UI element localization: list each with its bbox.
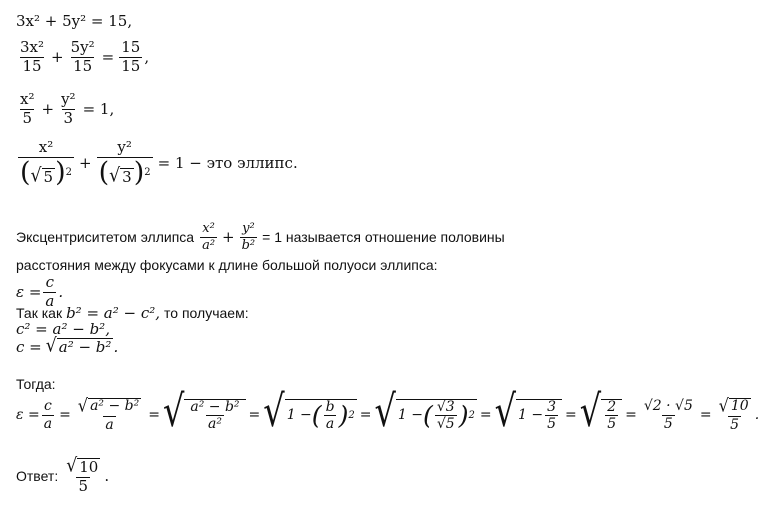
definition-line-2: расстояния между фокусами к длине большой полуоси эллипса: — [16, 257, 438, 273]
plus-sign: + — [41, 100, 55, 119]
fraction: $\frac{\text{y²}}{\text{b²}}$ — [241, 221, 256, 253]
fraction — [97, 140, 153, 186]
fraction: √ 10 5 — [718, 394, 749, 433]
equals-sign: = — [101, 48, 115, 67]
denominator: 5 — [22, 108, 33, 127]
numerator: y² — [117, 138, 132, 156]
fraction: $\frac{\text{x²}}{\text{a²}}$ — [202, 221, 216, 253]
fraction: $\frac{c}{a}$ — [43, 398, 53, 432]
equation-1-text: 3x² + 5y² = 15, — [16, 12, 133, 30]
square-root: √ 1 − ( $\frac{√3}{√5}$ ) 2 — [374, 384, 475, 436]
square-root: √ 5 — [30, 164, 54, 187]
fraction — [18, 92, 36, 127]
then-label: Тогда: — [16, 376, 56, 392]
denominator: 3 — [63, 108, 74, 127]
fraction — [18, 40, 46, 75]
fraction: √ 10 5 — [66, 454, 99, 495]
fraction — [69, 40, 97, 75]
answer-label: Ответ: — [16, 468, 59, 485]
square-root: √ a² − b² — [77, 394, 140, 416]
fraction: $\frac{√2 \cdot √5}{5}$ — [643, 398, 693, 432]
denominator: 15 — [73, 56, 93, 75]
numerator: 15 — [121, 38, 141, 56]
definition-tail: = 1 называется отношение половины — [262, 229, 505, 246]
square-root: √ $\frac{2}{5}$ — [580, 399, 622, 432]
square-root: √ a² − b² — [45, 335, 112, 358]
square-root: √ 3 — [109, 164, 132, 187]
eccentricity-chain: ε = $\frac{c}{a}$ = √ a² − b² a = √ $\frac{\text{a² − b²}}{\text{a²}}$ = √ 1 − ( $\frac{b}{a}$ ) 2 = √ 1 − ( $\frac{√3}{√5}$ ) 2 = √ 1 − $\frac{3}{5}$ = √ $\frac{2}{5}$ = $\frac{√2 \cdot √5}{5}$ = √ 10 5 . — [16, 384, 759, 436]
fraction — [59, 92, 78, 127]
fraction: √ a² − b² a — [77, 394, 140, 433]
equation-3 — [16, 92, 117, 127]
since-lead: Так как — [16, 305, 63, 321]
plus-sign: + — [79, 153, 92, 172]
since-tail: то получаем: — [164, 305, 249, 321]
plus-sign: + — [222, 228, 235, 247]
denominator: 15 — [22, 56, 42, 75]
c-value-line: c = √ a² − b² . — [16, 335, 119, 358]
fraction: $\frac{c}{a}$ — [45, 273, 55, 310]
numerator: x² — [20, 90, 35, 108]
equation-4-rhs: = 1 − это эллипс. — [157, 153, 298, 172]
c-squared-line: c² = a² − b², — [16, 320, 110, 338]
equation-2 — [16, 40, 149, 75]
answer-line: Ответ: √ 10 5 . — [16, 454, 110, 495]
comma: , — [144, 48, 150, 67]
denominator: 15 — [121, 56, 141, 75]
eccentricity-definition: ε = $\frac{c}{a}$ . — [16, 273, 64, 310]
definition-line-1 — [16, 222, 505, 252]
equation-4 — [16, 140, 301, 186]
equation-1 — [16, 12, 132, 30]
numerator: x² — [38, 138, 54, 156]
definition-lead: Эксцентриситетом эллипса — [16, 229, 195, 246]
numerator: 3x² — [20, 38, 45, 56]
square-root: √ $\frac{\text{a² − b²}}{\text{a²}}$ — [163, 399, 246, 432]
square-root: √ 1 − $\frac{3}{5}$ — [495, 399, 562, 432]
equation-3-rhs: = 1, — [82, 100, 115, 119]
plus-sign: + — [51, 48, 64, 67]
fraction — [18, 140, 74, 186]
denominator: ( √ 5 )$^2$ — [20, 156, 73, 188]
square-root: √ 1 − ( $\frac{b}{a}$ ) 2 — [263, 384, 355, 436]
fraction — [119, 40, 142, 75]
since-formula: b² = a² − c², — [66, 304, 161, 322]
numerator: y² — [61, 90, 76, 108]
denominator: ( √ 3 )$^2$ — [98, 156, 151, 188]
numerator: 5y² — [70, 38, 95, 56]
